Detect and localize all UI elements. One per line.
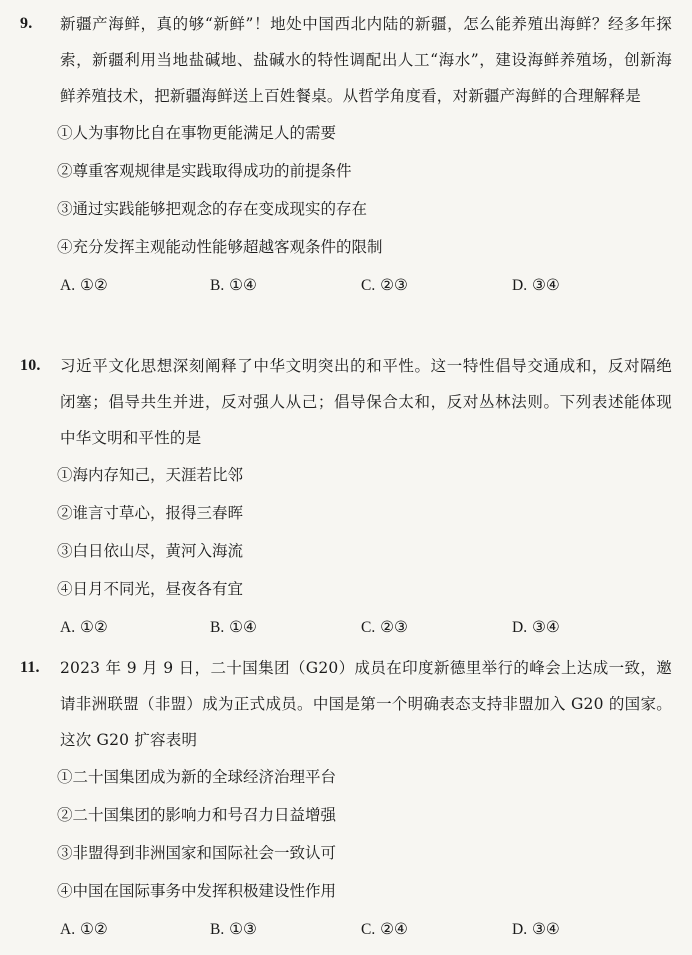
statement-4: ④中国在国际事务中发挥积极建设性作用 <box>57 882 337 900</box>
option-a[interactable] <box>60 910 108 949</box>
option-d[interactable] <box>512 266 560 305</box>
option-text: ③④ <box>532 920 560 938</box>
statement-2: ②谁言寸草心，报得三春晖 <box>57 504 244 522</box>
option-text: ①② <box>80 920 108 938</box>
question-number: 9. <box>20 15 33 32</box>
option-d[interactable] <box>512 910 560 949</box>
answer-options <box>0 910 692 948</box>
statement-3: ③通过实践能够把观念的存在变成现实的存在 <box>57 200 368 218</box>
option-b[interactable] <box>210 608 257 647</box>
option-letter: C. <box>361 921 376 938</box>
option-letter: D. <box>512 921 528 938</box>
option-letter: A. <box>60 921 76 938</box>
statement-1: ①二十国集团成为新的全球经济治理平台 <box>57 768 337 786</box>
option-letter: C. <box>361 277 376 294</box>
statement-1: ①人为事物比自在事物更能满足人的需要 <box>57 124 337 142</box>
option-letter: B. <box>210 277 225 294</box>
statement-3: ③白日依山尽，黄河入海流 <box>57 542 244 560</box>
option-b[interactable] <box>210 910 257 949</box>
statement-list <box>0 114 692 266</box>
option-d[interactable] <box>512 608 560 647</box>
option-letter: A. <box>60 277 76 294</box>
question-9 <box>0 6 692 304</box>
option-a[interactable] <box>60 608 108 647</box>
question-stem <box>0 650 692 758</box>
option-text: ③④ <box>532 618 560 636</box>
option-text: ③④ <box>532 276 560 294</box>
option-letter: A. <box>60 619 76 636</box>
option-text: ②③ <box>380 618 408 636</box>
option-text: ①② <box>80 276 108 294</box>
option-text: ①② <box>80 618 108 636</box>
stem-text: 新疆产海鲜，真的够“新鲜”！地处中国西北内陆的新疆，怎么能养殖出海鲜？经多年探索，新疆利用当地盐碱地、盐碱水的特性调配出人工“海水”，建设海鲜养殖场，创新海鲜养殖技术，把新疆海鲜送上百姓餐桌。从哲学角度看，对新疆产海鲜的合理解释是 <box>60 15 672 105</box>
option-text: ②③ <box>380 276 408 294</box>
option-letter: B. <box>210 921 225 938</box>
option-c[interactable] <box>361 266 408 305</box>
option-c[interactable] <box>361 608 408 647</box>
option-letter: C. <box>361 619 376 636</box>
stem-text: 2023 年 9 月 9 日，二十国集团（G20）成员在印度新德里举行的峰会上达成一致，邀请非洲联盟（非盟）成为正式成员。中国是第一个明确表态支持非盟加入 G20 的国家。这次 G20 扩容表明 <box>60 659 672 749</box>
option-c[interactable] <box>361 910 408 949</box>
statement-list <box>0 456 692 608</box>
answer-options <box>0 266 692 304</box>
statement-2: ②二十国集团的影响力和号召力日益增强 <box>57 806 337 824</box>
option-a[interactable] <box>60 266 108 305</box>
option-text: ②④ <box>380 920 408 938</box>
statement-1: ①海内存知己，天涯若比邻 <box>57 466 244 484</box>
stem-text: 习近平文化思想深刻阐释了中华文明突出的和平性。这一特性倡导交通成和，反对隔绝闭塞；倡导共生并进，反对强人从己；倡导保合太和，反对丛林法则。下列表述能体现中华文明和平性的是 <box>60 357 672 447</box>
question-stem <box>0 6 692 114</box>
option-b[interactable] <box>210 266 257 305</box>
answer-options <box>0 608 692 646</box>
question-stem <box>0 348 692 456</box>
statement-4: ④日月不同光，昼夜各有宜 <box>57 580 244 598</box>
option-letter: D. <box>512 277 528 294</box>
question-10 <box>0 348 692 646</box>
option-text: ①④ <box>229 618 257 636</box>
option-text: ①④ <box>229 276 257 294</box>
option-text: ①③ <box>229 920 257 938</box>
statement-4: ④充分发挥主观能动性能够超越客观条件的限制 <box>57 238 383 256</box>
question-11 <box>0 650 692 948</box>
statement-list <box>0 758 692 910</box>
question-number: 10. <box>20 357 41 374</box>
option-letter: B. <box>210 619 225 636</box>
question-number: 11. <box>20 659 40 676</box>
statement-2: ②尊重客观规律是实践取得成功的前提条件 <box>57 162 352 180</box>
statement-3: ③非盟得到非洲国家和国际社会一致认可 <box>57 844 337 862</box>
option-letter: D. <box>512 619 528 636</box>
